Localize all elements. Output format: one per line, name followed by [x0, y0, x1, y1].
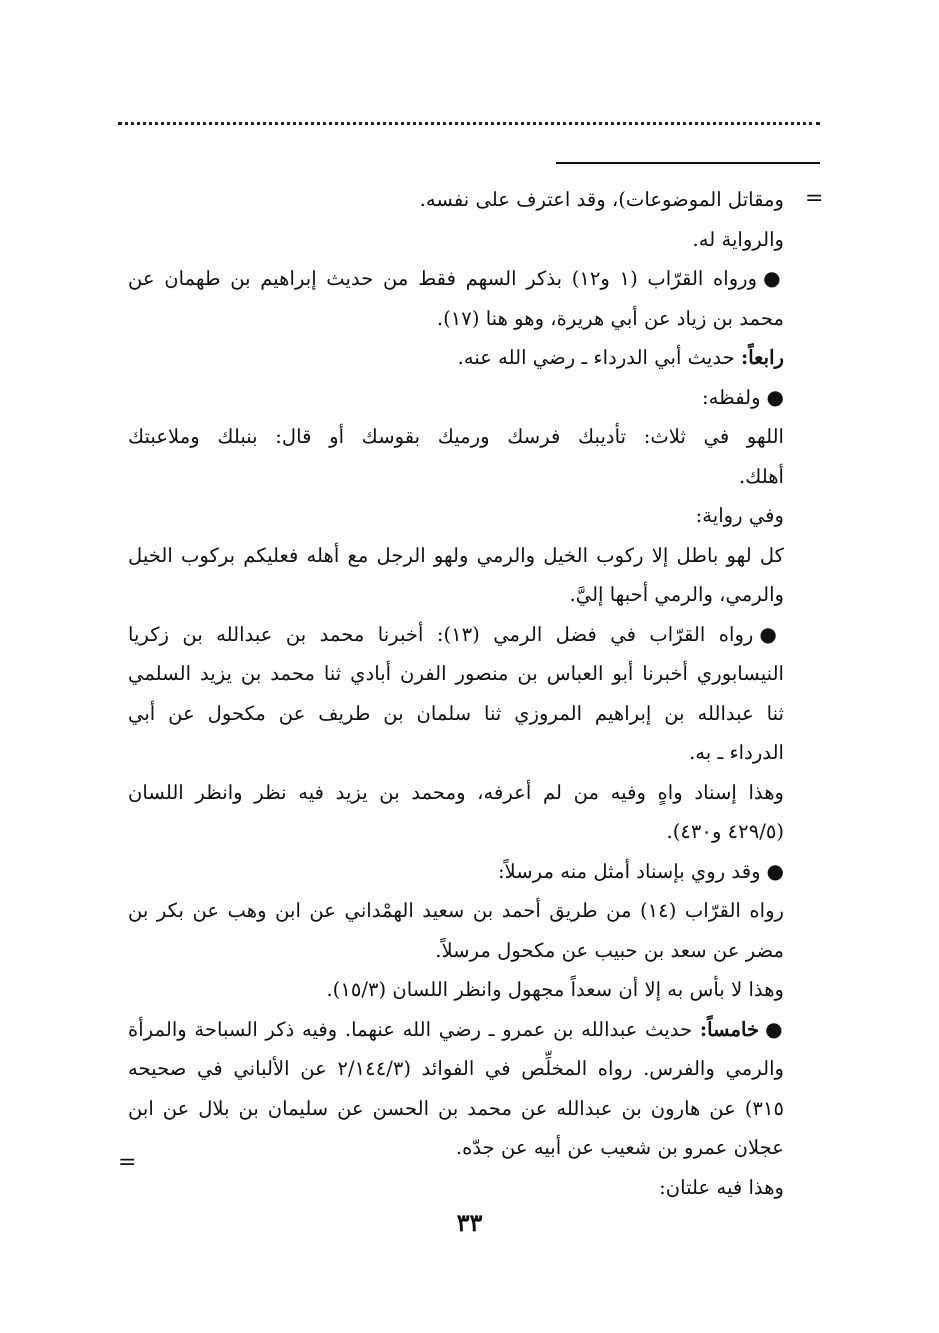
line-text: وفي رواية:: [695, 504, 784, 527]
text-line: [128, 1128, 784, 1168]
text-line: [128, 970, 784, 1010]
line-text: مضر عن سعد بن حبيب عن مكحول مرسلاً.: [435, 938, 784, 962]
text-line: [128, 496, 784, 536]
line-text: النيسابوري أخبرنا أبو العباس بن منصور الفرن أبادي ثنا محمد بن يزيد السلمي: [128, 662, 784, 685]
line-text: رواه القرّاب (١٤) من طريق أحمد بن سعيد الهمْداني عن ابن وهب عن بكر بن: [128, 899, 785, 922]
bullet-icon: ●: [763, 266, 784, 290]
continuation-mark-top: =: [805, 186, 824, 211]
section-label: رابعاً:: [740, 346, 784, 369]
text-line: [128, 536, 784, 576]
text-line: [128, 615, 784, 655]
text-line: [128, 733, 784, 773]
line-text: وهذا لا بأس به إلا أن سعداً مجهول وانظر اللسان (١٥/٣).: [326, 978, 784, 1001]
line-text: ٣١٥) عن هارون بن عبدالله عن محمد بن الحسن عن سليمان بن بلال عن ابن: [128, 1096, 784, 1120]
line-text: ثنا عبدالله بن إبراهيم المروزي ثنا سلمان بن طريف عن مكحول عن أبي: [128, 701, 784, 725]
text-line: [128, 891, 784, 931]
line-text: ولفظه:: [702, 385, 761, 409]
footnote-separator: [556, 162, 820, 164]
bullet-icon: ●: [765, 1016, 785, 1041]
footnote-body: [128, 180, 785, 1199]
text-line: [128, 1168, 784, 1208]
text-line: [128, 1089, 784, 1129]
continuation-mark-bottom: =: [118, 1150, 137, 1175]
line-text: والرواية له.: [692, 227, 784, 251]
line-text: أهلك.: [738, 464, 784, 488]
line-text: وقد روي بإسناد أمثل منه مرسلاً:: [497, 859, 761, 883]
text-line: [128, 812, 784, 852]
line-text: والرمي والفرس. رواه المخلِّص في الفوائد (٢/١٤٤/٣ عن الألباني في صحيحه: [128, 1057, 784, 1080]
text-line: [128, 852, 784, 892]
line-text: كل لهو باطل إلا ركوب الخيل والرمي ولهو الرجل مع أهله فعليكم بركوب الخيل: [128, 543, 784, 567]
line-text: وهذا إسناد واهٍ وفيه من لم أعرفه، ومحمد بن يزيد فيه نظر وانظر اللسان: [128, 780, 784, 804]
text-line: [128, 773, 784, 813]
line-text: اللهو في ثلاث: تأديبك فرسك ورميك بقوسك أو قال: بنبلك وملاعبتك: [128, 425, 784, 448]
page-number: ٣٣: [456, 1208, 483, 1237]
line-text: حديث أبي الدرداء ـ رضي الله عنه.: [457, 346, 741, 369]
text-line: [128, 220, 784, 260]
text-line: [128, 180, 784, 220]
line-text: ورواه القرّاب (١ و١٢) بذكر السهم فقط من حديث إبراهيم بن طهمان عن: [128, 267, 758, 290]
text-line: [128, 259, 784, 299]
text-line: [128, 299, 784, 339]
text-line: [128, 338, 784, 378]
line-text: والرمي، والرمي أحبها إليَّ.: [569, 583, 784, 606]
bullet-icon: ●: [759, 621, 784, 646]
text-line: [128, 654, 784, 694]
line-text: محمد بن زياد عن أبي هريرة، وهو هنا (١٧).: [436, 306, 784, 330]
bullet-icon: ●: [766, 858, 784, 883]
bullet-icon: ●: [766, 384, 784, 409]
text-line: [128, 417, 784, 457]
text-line: [128, 457, 784, 497]
line-text: رواه القرّاب في فضل الرمي (١٣): أخبرنا محمد بن عبدالله بن زكريا: [128, 622, 754, 646]
line-text: ومقاتل الموضوعات)، وقد اعترف على نفسه.: [419, 188, 784, 211]
text-line: [128, 1049, 784, 1089]
line-text: الدرداء ـ به.: [689, 741, 784, 764]
line-text: وهذا فيه علتان:: [659, 1175, 784, 1199]
text-line: [128, 931, 784, 971]
text-line: [128, 575, 784, 615]
line-text: حديث عبدالله بن عمرو ـ رضي الله عنهما. وفيه ذكر السباحة والمرأة: [128, 1017, 700, 1041]
line-text: (٤٢٩/٥ و٤٣٠).: [666, 820, 784, 843]
text-line: [128, 1010, 784, 1050]
header-dotted-rule: [118, 122, 820, 125]
line-text: عجلان عمرو بن شعيب عن أبيه عن جدّه.: [455, 1136, 784, 1159]
text-line: [128, 694, 784, 734]
section-label: خامساً:: [699, 1017, 760, 1041]
text-line: [128, 378, 784, 418]
